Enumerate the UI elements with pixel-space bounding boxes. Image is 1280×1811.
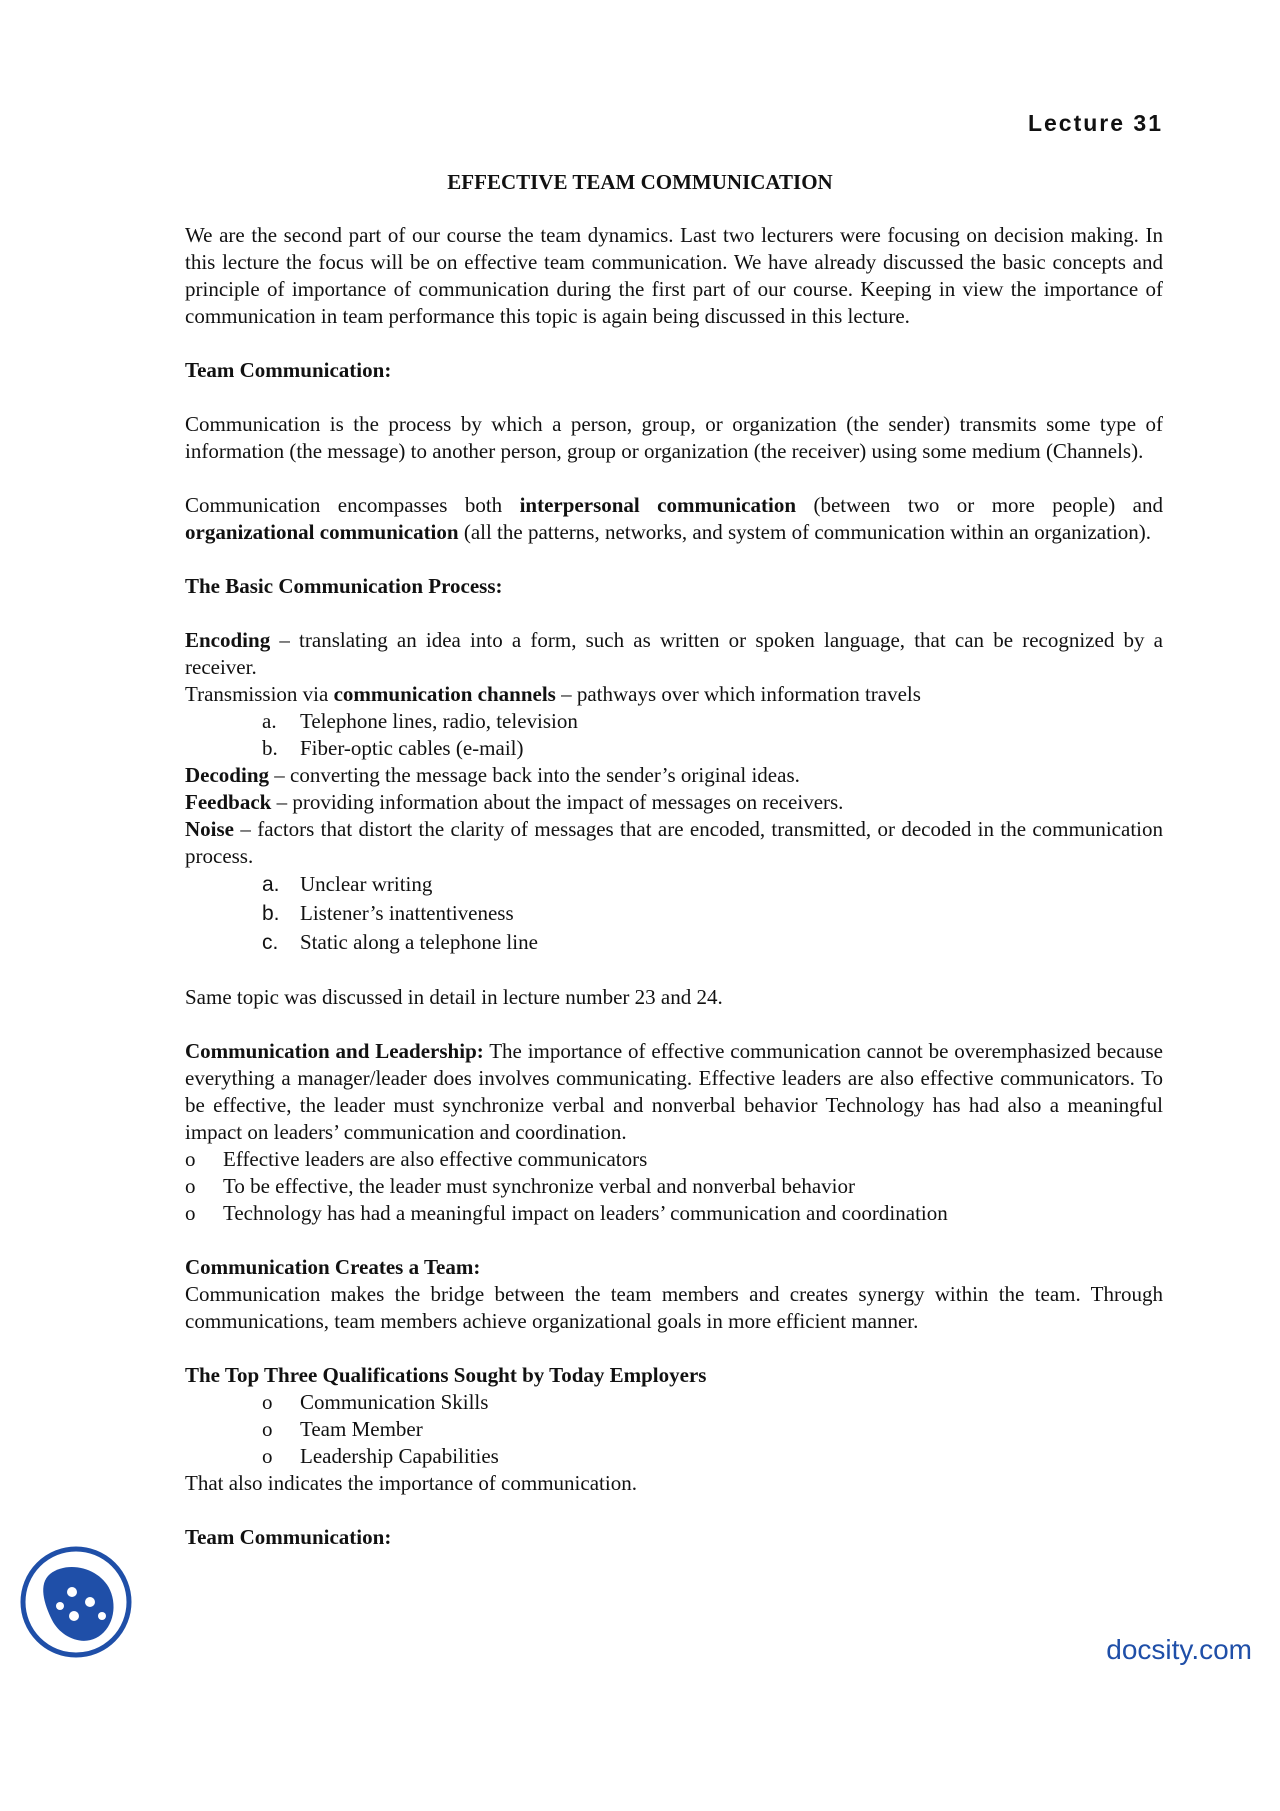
docsity-logo-icon xyxy=(20,1546,132,1658)
feedback-definition: Feedback – providing information about the impact of messages on receivers. xyxy=(185,790,844,814)
leadership-bullets xyxy=(185,1146,1163,1227)
list-item: b. Fiber-optic cables (e-mail) xyxy=(262,736,524,760)
section-heading-leadership: Communication and Leadership: xyxy=(185,1039,484,1063)
section-heading-qualifications: The Top Three Qualifications Sought by Today Employers xyxy=(185,1363,707,1387)
section-heading-creates-team: Communication Creates a Team: xyxy=(185,1255,481,1279)
document-body xyxy=(185,222,1163,1551)
list-item: b. Listener’s inattentiveness xyxy=(262,901,514,925)
leadership-paragraph: Communication and Leadership: The importance of effective communication cannot be overemphasized because everything a manager/leader does involves communicating. Effective leaders are also effective communicators. To be effective, the leader must synchronize verbal and nonverbal behavior Technology has had also a meaningful impact on leaders’ communication and coordination. xyxy=(185,1039,1164,1144)
lecture-number: Lecture 31 xyxy=(1027,110,1163,136)
docsity-link[interactable]: docsity.com xyxy=(1106,1634,1252,1665)
list-item: o Team Member xyxy=(262,1417,423,1441)
channels-list xyxy=(185,708,1163,762)
transmission-definition: Transmission via communication channels – pathways over which information travels xyxy=(185,682,921,706)
lecture-note: Same topic was discussed in detail in lecture number 23 and 24. xyxy=(185,985,723,1009)
list-item: a. Telephone lines, radio, television xyxy=(262,709,578,733)
term-organizational: organizational communication xyxy=(185,520,459,544)
communication-definition: Communication is the process by which a person, group, or organization (the sender) transmits some type of information (the message) to another person, group or organization (the receiver) using some medium (Channels). xyxy=(185,412,1163,463)
decoding-definition: Decoding – converting the message back into the sender’s original ideas. xyxy=(185,763,800,787)
list-item: o Technology has had a meaningful impact on leaders’ communication and coordination xyxy=(185,1201,948,1225)
list-item: o Effective leaders are also effective communicators xyxy=(185,1147,648,1171)
list-item: o Leadership Capabilities xyxy=(262,1444,499,1468)
list-item: c. Static along a telephone line xyxy=(262,930,538,954)
qualifications-closing: That also indicates the importance of communication. xyxy=(185,1471,637,1495)
noise-list xyxy=(185,870,1163,957)
list-item: o To be effective, the leader must synchronize verbal and nonverbal behavior xyxy=(185,1174,855,1198)
noise-definition: Noise – factors that distort the clarity of messages that are encoded, transmitted, or decoded in the communication process. xyxy=(185,817,1163,868)
section-heading-team-communication: Team Communication: xyxy=(185,358,392,382)
list-item: a. Unclear writing xyxy=(262,872,433,896)
creates-team-paragraph: Communication makes the bridge between the team members and creates synergy within the team. Through communications, team members achieve organizational goals in more efficient manner. xyxy=(185,1282,1163,1333)
qualifications-list xyxy=(185,1389,1163,1470)
section-heading-basic-process: The Basic Communication Process: xyxy=(185,574,503,598)
communication-encompasses: Communication encompasses both interpersonal communication (between two or more people) and organizational communication (all the patterns, networks, and system of communication within an organization). xyxy=(185,493,1163,544)
page-title: EFFECTIVE TEAM COMMUNICATION xyxy=(447,170,833,194)
list-item: o Communication Skills xyxy=(262,1390,489,1414)
intro-paragraph: We are the second part of our course the team dynamics. Last two lecturers were focusing on decision making. In this lecture the focus will be on effective team communication. We have already discussed the basic concepts and principle of importance of communication during the first part of our course. Keeping in view the importance of communication in team performance this topic is again being discussed in this lecture. xyxy=(185,223,1163,328)
term-interpersonal: interpersonal communication xyxy=(519,493,797,517)
section-heading-team-communication-2: Team Communication: xyxy=(185,1525,392,1549)
encoding-definition: Encoding – translating an idea into a form, such as written or spoken language, that can be recognized by a receiver. xyxy=(185,628,1163,679)
